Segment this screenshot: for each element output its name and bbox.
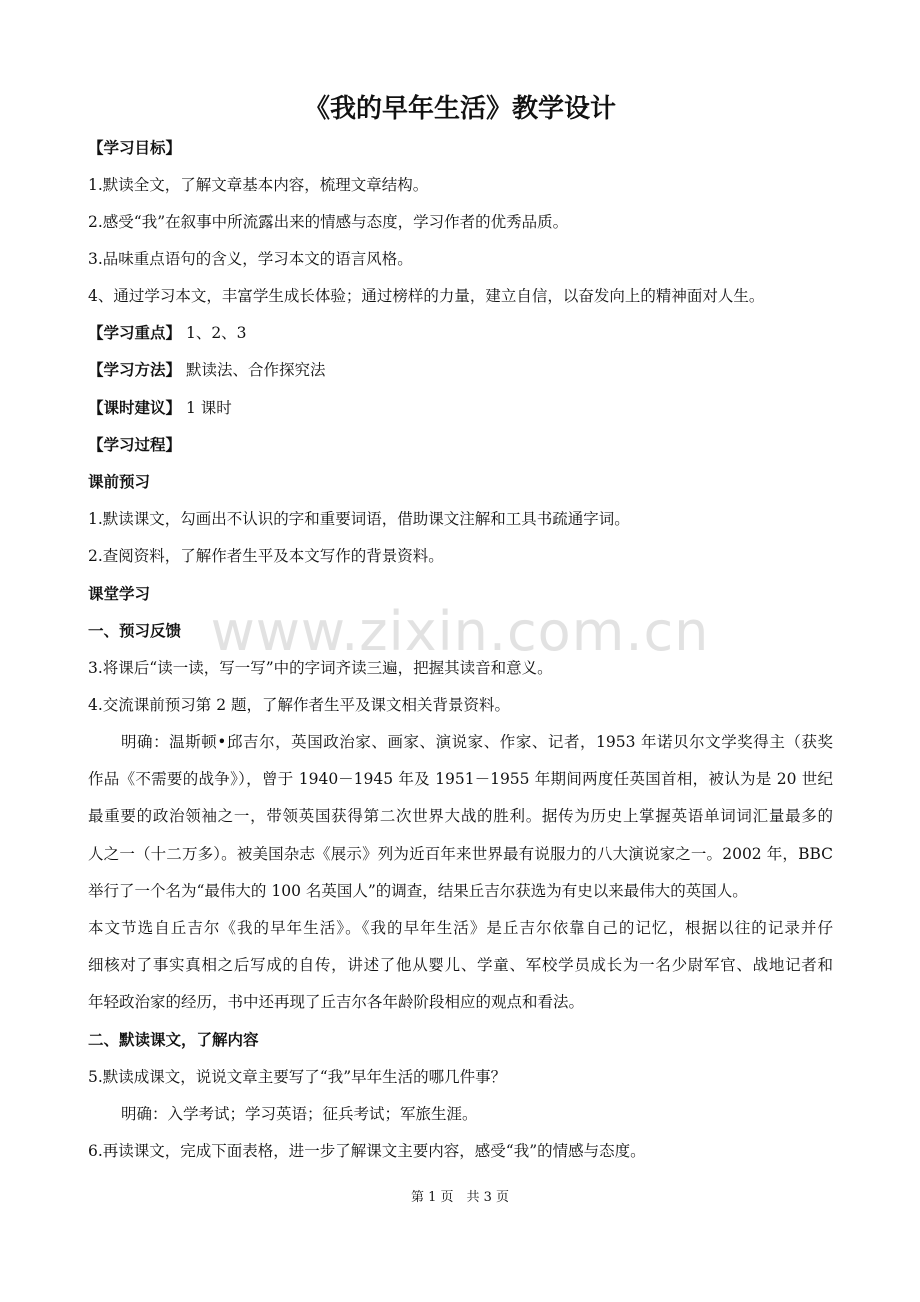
answer-5: 明确：入学考试；学习英语；征兵考试；军旅生涯。	[121, 1105, 478, 1123]
item-6: 6.再读课文，完成下面表格，进一步了解课文主要内容，感受“我”的情感与态度。	[88, 1142, 646, 1160]
method-line	[88, 359, 833, 381]
focus-heading: 【学习重点】	[88, 324, 182, 342]
section-1-heading: 一、预习反馈	[88, 622, 182, 640]
goal-4: 4、通过学习本文，丰富学生成长体验；通过榜样的力量，建立自信，以奋发向上的精神面对人生。	[88, 287, 765, 305]
item-4: 4.交流课前预习第 2 题，了解作者生平及课文相关背景资料。	[88, 696, 511, 714]
method-value: 默读法、合作探究法	[185, 361, 326, 379]
class-heading: 课堂学习	[88, 585, 151, 603]
hours-value: 1 课时	[185, 399, 232, 417]
goal-3: 3.品味重点语句的含义，学习本文的语言风格。	[88, 250, 413, 268]
source-line-3: 年轻政治家的经历，书中还再现了丘吉尔各年龄阶段相应的观点和看法。	[88, 993, 585, 1011]
hours-line	[88, 397, 833, 419]
goal-2: 2.感受“我”在叙事中所流露出来的情感与态度，学习作者的优秀品质。	[88, 213, 569, 231]
answer-4-line-3: 最重要的政治领袖之一，带领英国获得第二次世界大战的胜利。据传为历史上掌握英语单词词汇量最多的	[88, 807, 833, 825]
goals-heading: 【学习目标】	[88, 139, 182, 157]
source-line-1: 本文节选自丘吉尔《我的早年生活》。《我的早年生活》是丘吉尔依靠自己的记忆，根据以往的记录并仔	[88, 919, 833, 937]
process-heading: 【学习过程】	[88, 436, 182, 454]
answer-4-line-5: 举行了一个名为“最伟大的 100 名英国人”的调查，结果丘吉尔获选为有史以来最伟大的英国人。	[88, 882, 748, 900]
preview-item-2: 2.查阅资料，了解作者生平及本文写作的背景资料。	[88, 547, 444, 565]
section-2-heading: 二、默读课文，了解内容	[88, 1031, 259, 1049]
method-heading: 【学习方法】	[88, 361, 182, 379]
focus-line	[88, 322, 833, 344]
page-footer: 第 1 页 共 3 页	[410, 1190, 510, 1205]
item-3: 3.将课后“读一读，写一写”中的字词齐读三遍，把握其读音和意义。	[88, 659, 553, 677]
page-title: 《我的早年生活》教学设计	[303, 94, 616, 124]
answer-4-line-2: 作品《不需要的战争》），曾于 1940－1945 年及 1951－1955 年期间两度任英国首相，被认为是 20 世纪	[88, 770, 833, 788]
focus-value: 1、2、3	[185, 324, 247, 342]
answer-4-line-4: 人之一（十二万多）。被美国杂志《展示》列为近百年来世界最有说服力的八大演说家之一。2002 年，BBC	[88, 845, 833, 863]
goal-1: 1.默读全文，了解文章基本内容，梳理文章结构。	[88, 176, 429, 194]
preview-item-1: 1.默读课文，勾画出不认识的字和重要词语，借助课文注解和工具书疏通字词。	[88, 510, 630, 528]
answer-4-line-1: 明确：温斯顿•邱吉尔，英国政治家、画家、演说家、作家、记者，1953 年诺贝尔文学奖得主（获奖	[121, 733, 833, 751]
hours-heading: 【课时建议】	[88, 399, 182, 417]
item-5: 5.默读成课文，说说文章主要写了“我”早年生活的哪几件事？	[88, 1068, 507, 1086]
source-line-2: 细核对了事实真相之后写成的自传，讲述了他从婴儿、学童、军校学员成长为一名少尉军官、战地记者和	[88, 956, 833, 974]
watermark: www.zixin.com.cn	[210, 600, 710, 663]
preview-heading: 课前预习	[88, 473, 151, 491]
